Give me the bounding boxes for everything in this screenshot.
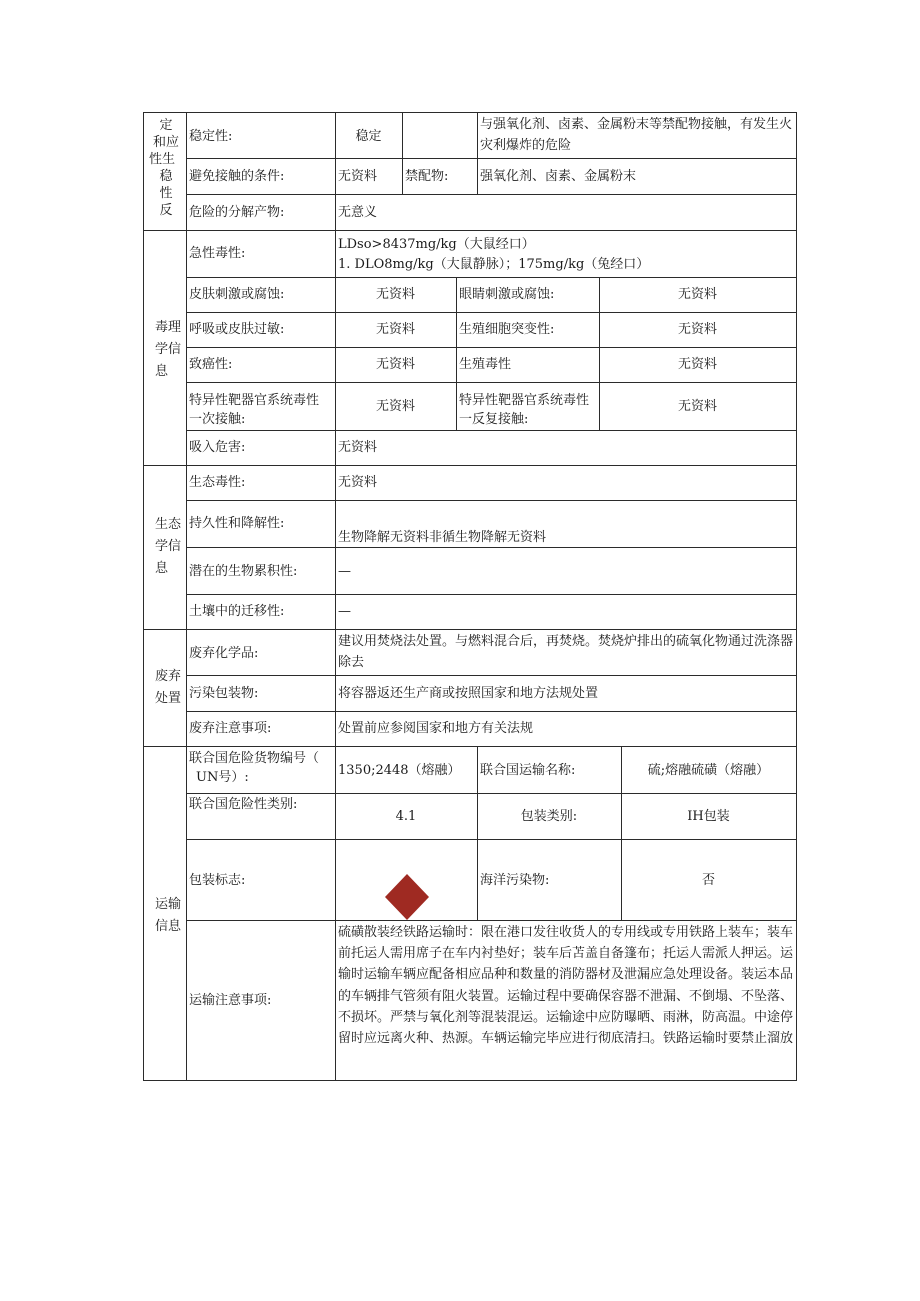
avoid-conditions-value: 无资料 — [338, 169, 378, 184]
decomposition-label: 危险的分解产物: — [189, 205, 285, 220]
bioaccumulation-value: — — [338, 564, 351, 579]
soil-mobility-value: — — [338, 604, 351, 619]
disposal-notes-label: 废弃注意事项: — [189, 721, 272, 736]
eye-irritation-label: 眼睛刺激或腐蚀: — [459, 287, 555, 302]
un-number-value: 1350;2448（熔融） — [338, 763, 461, 778]
packing-group-label: 包装类别: — [520, 809, 578, 824]
acute-toxicity-line2: 1. DLO8mg/kg（大鼠静脉）；175mg/kg（兔经口） — [338, 257, 650, 272]
section-title-line: 毒理 — [154, 320, 181, 335]
section-title-line: 息 — [155, 364, 169, 379]
germ-cell-mutagenicity-label: 生殖细胞突变性: — [459, 322, 555, 337]
marine-pollutant-value: 否 — [701, 873, 715, 888]
skin-irritation-label: 皮肤刺激或腐蚀: — [189, 287, 285, 302]
section-title-line: 稳 — [159, 169, 173, 184]
section-title-line: 性 — [159, 186, 173, 201]
sensitization-value: 无资料 — [375, 322, 415, 337]
waste-chemical-value: 建议用焚烧法处置。与燃料混合后，再焚烧。焚烧炉排出的硫氧化物通过洗涤器除去 — [338, 634, 794, 670]
aspiration-hazard-label: 吸入危害: — [189, 440, 246, 455]
contaminated-packaging-value: 将容器返还生产商或按照国家和地方法规处置 — [338, 686, 599, 701]
section-title-transport — [151, 895, 185, 936]
section-title-toxicology — [151, 318, 185, 381]
disposal-notes-value: 处置前应参阅国家和地方有关法规 — [338, 721, 534, 736]
transport-notes-value: 硫磺散装经铁路运输时：限在港口发往收货人的专用线或专用铁路上装车；装车前托运人需用席子在车内衬垫好；装车后苫盖自备篷布；托运人需派人押运。运输时运输车辆应配备相应品种和数量的消防器材及泄漏应急处理设备。装运本品的车辆排气管须有阻火装置。运输过程中要确保容器不泄漏、不倒塌、不坠落、不损坏。严禁与氧化剂等混装混运。运输途中应防曝晒、雨淋，防高温。中途停留时应远离火种、热源。车辆运输完毕应进行彻底清扫。铁路运输时要禁止溜放 — [338, 925, 794, 1047]
incompatibles-value: 强氧化剂、卤素、金属粉末 — [480, 169, 637, 184]
section-title-line: 学信 — [154, 342, 181, 357]
avoid-conditions-label: 避免接触的条件: — [189, 169, 285, 184]
stability-note: 与强氧化剂、卤素、金属粉末等禁配物接触，有发生火灾利爆炸的危险 — [480, 117, 793, 153]
un-number-label-line2: UN号）: — [196, 770, 249, 785]
carcinogenicity-value: 无资料 — [375, 357, 415, 372]
skin-irritation-value: 无资料 — [375, 287, 415, 302]
section-title-line: 定 — [159, 118, 173, 133]
un-number-label-line1: 联合国危险货物编号（ — [189, 751, 320, 766]
transport-notes-label: 运输注意事项: — [189, 993, 272, 1008]
section-title-stability — [148, 116, 181, 220]
stot-single-label-line1: 特异性靶器官系统毒性 — [189, 393, 320, 408]
stability-value: 稳定 — [355, 129, 382, 144]
decomposition-value: 无意义 — [338, 205, 378, 220]
stot-repeated-label-line2: 一反复接触: — [459, 412, 529, 427]
waste-chemical-label: 废弃化学品: — [189, 646, 259, 661]
un-shipping-name-label: 联合国运输名称: — [480, 763, 576, 778]
persistence-label: 持久性和降解性: — [189, 516, 285, 531]
stot-single-label-line2: 一次接触: — [189, 412, 246, 427]
section-title-disposal — [151, 667, 185, 708]
packing-group-value: IH包装 — [687, 809, 730, 824]
ecotoxicity-label: 生态毒性: — [189, 475, 246, 490]
section-title-line: 和应 — [152, 135, 179, 150]
stot-repeated-value: 无资料 — [677, 399, 717, 414]
section-title-line: 息 — [155, 561, 169, 576]
reproductive-toxicity-value: 无资料 — [677, 357, 717, 372]
stability-label: 稳定性: — [189, 129, 233, 144]
section-title-line: 运输 — [154, 897, 181, 912]
incompatibles-label: 禁配物: — [405, 169, 449, 184]
contaminated-packaging-label: 污染包装物: — [189, 686, 259, 701]
section-title-ecology — [151, 515, 185, 578]
eye-irritation-value: 无资料 — [677, 287, 717, 302]
section-title-line: 废弃 — [154, 669, 181, 684]
marine-pollutant-label: 海洋污染物: — [480, 873, 550, 888]
germ-cell-mutagenicity-value: 无资料 — [677, 322, 717, 337]
section-title-line: 处置 — [154, 691, 181, 706]
soil-mobility-label: 土壤中的迁移性: — [189, 604, 285, 619]
reproductive-toxicity-label: 生殖毒性 — [459, 357, 512, 372]
ecotoxicity-value: 无资料 — [338, 475, 378, 490]
stot-repeated-label-line1: 特异性靶器官系统毒性 — [459, 393, 590, 408]
aspiration-hazard-value: 无资料 — [338, 440, 378, 455]
un-shipping-name-value: 硫;熔融硫磺（熔融） — [647, 763, 770, 778]
section-title-line: 学信 — [154, 539, 181, 554]
section-title-line: 生态 — [154, 517, 181, 532]
acute-toxicity-line1: LDso>8437mg/kg（大鼠经口） — [338, 237, 535, 252]
hazard-class-value: 4.1 — [395, 809, 417, 824]
section-title-line: 信息 — [154, 919, 181, 934]
sensitization-label: 呼吸或皮肤过敏: — [189, 322, 285, 337]
persistence-value: 生物降解无资料非循生物降解无资料 — [338, 530, 547, 545]
stot-single-value: 无资料 — [375, 399, 415, 414]
section-title-line: 性生 — [148, 152, 175, 167]
carcinogenicity-label: 致癌性: — [189, 357, 233, 372]
acute-toxicity-label: 急性毒性: — [189, 246, 246, 261]
hazard-class-label: 联合国危险性类别: — [189, 797, 298, 812]
bioaccumulation-label: 潜在的生物累积性: — [189, 564, 298, 579]
section-title-line: 反 — [159, 203, 173, 218]
package-mark-label: 包装标志: — [189, 873, 246, 888]
flammable-solid-diamond-icon — [384, 873, 430, 921]
